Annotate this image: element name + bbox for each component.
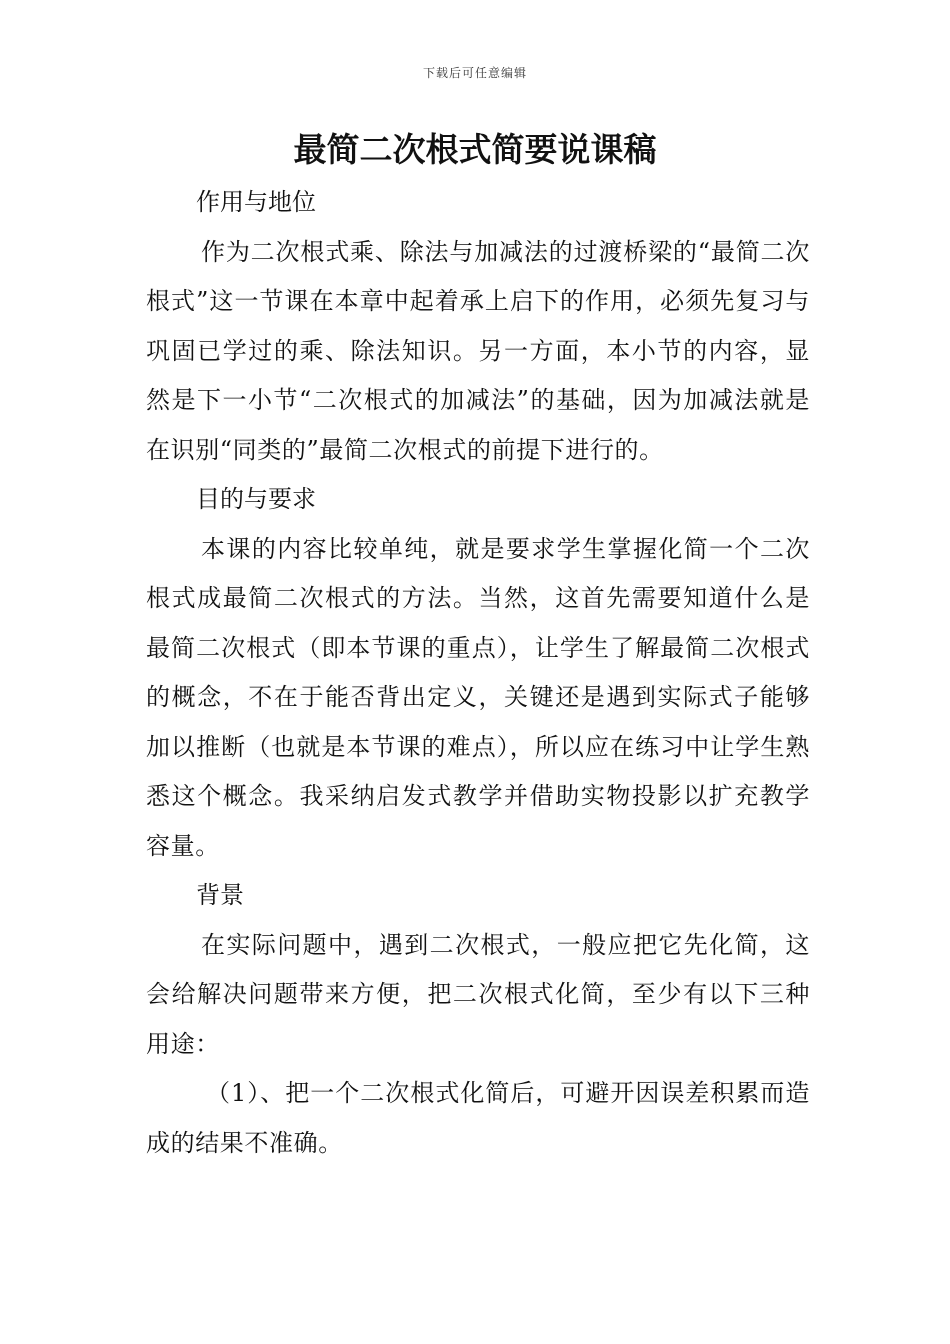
header-note: 下载后可任意编辑: [422, 66, 527, 80]
list-item-1: （1）、把一个二次根式化简后，可避开因误差积累而造成的结果不准确。: [146, 1079, 810, 1157]
section-heading-background: 背景: [196, 881, 244, 909]
paragraph-goals: 本课的内容比较单纯，就是要求学生掌握化简一个二次根式成最简二次根式的方法。当然，这首先需要知道什么是最简二次根式（即本节课的重点），让学生了解最简二次根式的概念，不在于能否背出定义，关键还是遇到实际式子能够加以推断（也就是本节课的难点），所以应在练习中让学生熟悉这个概念。我采纳启发式教学并借助实物投影以扩充教学容量。: [146, 534, 810, 860]
document-title: 最简二次根式简要说课稿: [293, 130, 657, 169]
section-heading-role: 作用与地位: [196, 188, 316, 216]
document-body: [146, 178, 810, 1168]
paragraph-role: 作为二次根式乘、除法与加减法的过渡桥梁的“最简二次根式”这一节课在本章中起着承上启下的作用，必须先复习与巩固已学过的乘、除法知识。另一方面，本小节的内容，显然是下一小节“二次根式的加减法”的基础，因为加减法就是在识别“同类的”最简二次根式的前提下进行的。: [146, 237, 810, 464]
section-heading-goals: 目的与要求: [196, 485, 316, 513]
paragraph-background: 在实际问题中，遇到二次根式，一般应把它先化简，这会给解决问题带来方便，把二次根式化简，至少有以下三种用途：: [146, 930, 810, 1058]
